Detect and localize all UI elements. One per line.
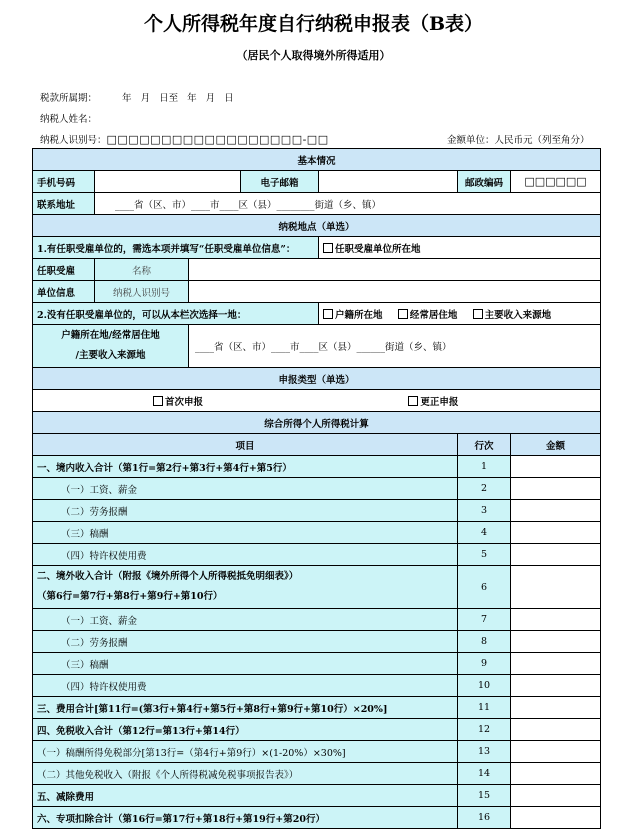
row-line-number: 14 xyxy=(458,763,511,785)
row-amount-input[interactable] xyxy=(511,478,601,500)
row-line-number: 7 xyxy=(458,609,511,631)
postcode-label: 邮政编码 xyxy=(458,171,511,193)
row-label: （一）工资、薪金 xyxy=(33,478,458,500)
col-amount-header: 金额 xyxy=(511,434,601,456)
table-row xyxy=(33,763,601,785)
section-place-header: 纳税地点（单选） xyxy=(33,215,601,237)
row-amount-input[interactable] xyxy=(511,500,601,522)
taxpayer-id-boxes[interactable]: □□□□□□□□□□□□□□□□□□-□□ xyxy=(106,133,329,146)
row-label: （一）稿酬所得免税部分[第13行=（第4行+第9行）×(1-20%）×30%] xyxy=(33,741,458,763)
declare-correct[interactable]: 更正申报 xyxy=(408,397,458,408)
declaration-form xyxy=(32,148,601,829)
row-amount-input[interactable] xyxy=(511,675,601,697)
row-line-number: 2 xyxy=(458,478,511,500)
row-label: （二）劳务报酬 xyxy=(33,631,458,653)
checkbox-icon[interactable] xyxy=(408,396,418,406)
place-q1-option-label: 任职受雇单位所在地 xyxy=(335,243,421,255)
table-row xyxy=(33,785,601,807)
employer-label-1: 任职受雇 xyxy=(33,259,95,281)
row-label: （一）工资、薪金 xyxy=(33,609,458,631)
employer-name-input[interactable] xyxy=(189,259,601,281)
row-amount-input[interactable] xyxy=(511,566,601,609)
checkbox-icon[interactable] xyxy=(323,309,333,319)
row-line-number: 5 xyxy=(458,544,511,566)
tax-period xyxy=(40,90,234,104)
row-amount-input[interactable] xyxy=(511,763,601,785)
table-row xyxy=(33,522,601,544)
table-row xyxy=(33,631,601,653)
taxpayer-name xyxy=(40,111,97,125)
row-label: 二、境外收入合计（附报《境外所得个人所得税抵免明细表》） （第6行=第7行+第8行+第9行+第10行） xyxy=(33,566,458,609)
table-row xyxy=(33,500,601,522)
row-label: 六、专项扣除合计（第16行=第17行+第18行+第19行+第20行） xyxy=(33,807,458,829)
checkbox-icon[interactable] xyxy=(323,243,333,253)
place-q1: 1.有任职受雇单位的，需选本项并填写“任职受雇单位信息”： xyxy=(33,237,319,259)
residence-address-input[interactable]: ____省（区、市）____市____区（县）______街道（乡、镇） xyxy=(189,325,601,368)
place-q2: 2.没有任职受雇单位的，可以从本栏次选择一地： xyxy=(33,303,319,325)
place-q2-option-3[interactable]: 主要收入来源地 xyxy=(473,310,552,321)
place-q2-option-1[interactable]: 户籍所在地 xyxy=(323,310,383,321)
phone-label: 手机号码 xyxy=(33,171,95,193)
row-line-number: 13 xyxy=(458,741,511,763)
currency-unit: 金额单位：人民币元（列至角分） xyxy=(447,135,590,146)
place-q1-option[interactable] xyxy=(319,237,601,259)
row-amount-input[interactable] xyxy=(511,807,601,829)
section-calc-header: 综合所得个人所得税计算 xyxy=(33,412,601,434)
place-q2-options xyxy=(319,303,601,325)
address-label: 联系地址 xyxy=(33,193,95,215)
employer-id-label: 纳税人识别号 xyxy=(95,281,189,303)
section-declare-header: 申报类型（单选） xyxy=(33,368,601,390)
form-subtitle: （居民个人取得境外所得适用） xyxy=(236,49,391,62)
table-row xyxy=(33,653,601,675)
row-label: 五、减除费用 xyxy=(33,785,458,807)
employer-id-input[interactable] xyxy=(189,281,601,303)
row-line-number: 11 xyxy=(458,697,511,719)
row-label: （二）其他免税收入（附报《个人所得税减免税事项报告表》） xyxy=(33,763,458,785)
calc-rows xyxy=(33,456,601,829)
table-row xyxy=(33,807,601,829)
row-amount-input[interactable] xyxy=(511,719,601,741)
row-label: 一、境内收入合计（第1行=第2行+第3行+第4行+第5行） xyxy=(33,456,458,478)
taxpayer-id xyxy=(40,132,329,146)
table-row xyxy=(33,478,601,500)
phone-input[interactable] xyxy=(95,171,241,193)
table-row xyxy=(33,719,601,741)
postcode-input[interactable]: □□□□□□ xyxy=(511,171,601,193)
tax-period-value[interactable]: 年 月 日至 年 月 日 xyxy=(122,93,234,104)
row-label: （二）劳务报酬 xyxy=(33,500,458,522)
row-label: （四）特许权使用费 xyxy=(33,675,458,697)
row-line-number: 3 xyxy=(458,500,511,522)
row-amount-input[interactable] xyxy=(511,741,601,763)
row-amount-input[interactable] xyxy=(511,785,601,807)
row-line-number: 1 xyxy=(458,456,511,478)
row-line-number: 6 xyxy=(458,566,511,609)
taxpayer-id-label: 纳税人识别号： xyxy=(40,135,107,146)
table-row xyxy=(33,675,601,697)
row-amount-input[interactable] xyxy=(511,522,601,544)
checkbox-icon[interactable] xyxy=(398,309,408,319)
col-item-header: 项目 xyxy=(33,434,458,456)
col-line-header: 行次 xyxy=(458,434,511,456)
row-label: （三）稿酬 xyxy=(33,653,458,675)
form-title: 个人所得税年度自行纳税申报表（B表） xyxy=(143,13,484,35)
table-row xyxy=(33,741,601,763)
table-row xyxy=(33,456,601,478)
table-row xyxy=(33,609,601,631)
email-label: 电子邮箱 xyxy=(241,171,319,193)
row-label: 四、免税收入合计（第12行=第13行+第14行） xyxy=(33,719,458,741)
row-amount-input[interactable] xyxy=(511,544,601,566)
table-row xyxy=(33,544,601,566)
row-line-number: 16 xyxy=(458,807,511,829)
declare-first[interactable]: 首次申报 xyxy=(153,397,203,408)
row-amount-input[interactable] xyxy=(511,653,601,675)
row-line-number: 8 xyxy=(458,631,511,653)
employer-label-2: 单位信息 xyxy=(33,281,95,303)
row-amount-input[interactable] xyxy=(511,609,601,631)
row-label: （三）稿酬 xyxy=(33,522,458,544)
row-line-number: 12 xyxy=(458,719,511,741)
row-line-number: 10 xyxy=(458,675,511,697)
table-row xyxy=(33,697,601,719)
place-q2-option-2[interactable]: 经常居住地 xyxy=(398,310,458,321)
tax-period-label: 税款所属期： xyxy=(40,93,98,104)
checkbox-icon[interactable] xyxy=(473,309,483,319)
row-line-number: 4 xyxy=(458,522,511,544)
declare-options xyxy=(33,390,601,412)
checkbox-icon[interactable] xyxy=(153,396,163,406)
row-amount-input[interactable] xyxy=(511,631,601,653)
residence-label: 户籍所在地/经常居住地 /主要收入来源地 xyxy=(33,325,189,368)
row-label: （四）特许权使用费 xyxy=(33,544,458,566)
address-input[interactable]: ____省（区、市）____市____区（县）________街道（乡、镇） xyxy=(95,193,601,215)
section-basic-header: 基本情况 xyxy=(33,149,601,171)
taxpayer-name-label: 纳税人姓名： xyxy=(40,114,98,125)
table-row xyxy=(33,566,601,609)
row-amount-input[interactable] xyxy=(511,456,601,478)
row-line-number: 15 xyxy=(458,785,511,807)
employer-name-label: 名称 xyxy=(95,259,189,281)
email-input[interactable] xyxy=(319,171,458,193)
row-label: 三、费用合计[第11行=(第3行+第4行+第5行+第8行+第9行+第10行）×20%] xyxy=(33,697,458,719)
row-line-number: 9 xyxy=(458,653,511,675)
row-amount-input[interactable] xyxy=(511,697,601,719)
